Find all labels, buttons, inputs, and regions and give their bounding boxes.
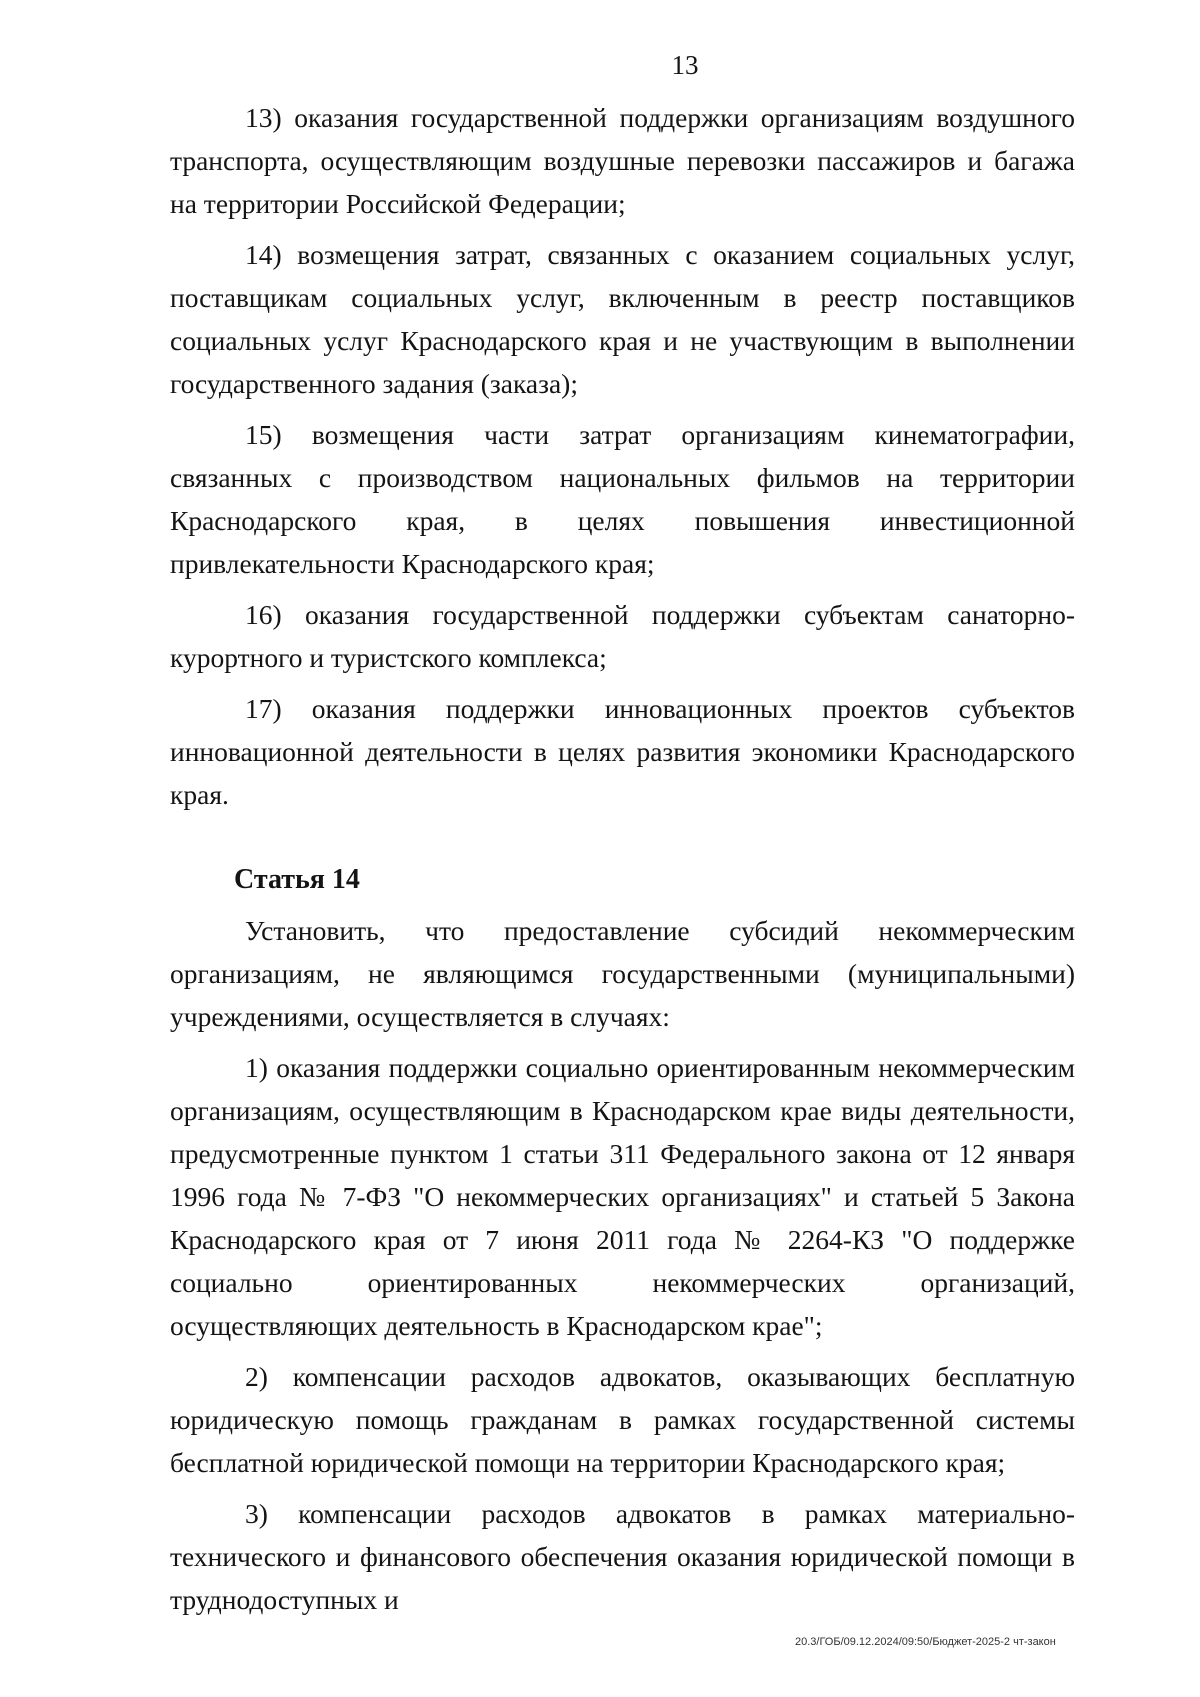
footer-document-code: 20.3/ГОБ/09.12.2024/09:50/Бюджет-2025-2 чт-закон (795, 1636, 1056, 1648)
page-number: 13 (671, 50, 699, 80)
list-item-17: 17) оказания поддержки инновационных проектов субъектов инновационной деятельности в целях развития экономики Краснодарского края. (170, 693, 1075, 810)
article-item-3: 3) компенсации расходов адвокатов в рамках материально-технического и финансового обеспечения оказания юридической помощи в труднодоступных и (170, 1498, 1075, 1615)
list-item-15: 15) возмещения части затрат организациям кинематографии, связанных с производством национальных фильмов на территории Краснодарского края, в целях повышения инвестиционной привлекательности Краснодарского края; (170, 419, 1075, 579)
article-heading: Статья 14 (234, 864, 360, 895)
article-item-1: 1) оказания поддержки социально ориентированным некоммерческим организациям, осуществляющим в Краснодарском крае виды деятельности, предусмотренные пунктом 1 статьи 311 Федерального закона от 12 января 1996 года № 7-ФЗ "О некоммерческих организациях" и статьей 5 Закона Краснодарского края от 7 июня 2011 года № 2264-КЗ "О поддержке социально ориентированных некоммерческих организаций, осуществляющих деятельность в Краснодарском крае"; (170, 1052, 1075, 1341)
list-item-13: 13) оказания государственной поддержки организациям воздушного транспорта, осуществляющим воздушные перевозки пассажиров и багажа на территории Российской Федерации; (170, 102, 1075, 219)
article-item-2: 2) компенсации расходов адвокатов, оказывающих бесплатную юридическую помощь гражданам в рамках государственной системы бесплатной юридической помощи на территории Краснодарского края; (170, 1361, 1075, 1478)
list-item-16: 16) оказания государственной поддержки субъектам санаторно-курортного и туристского комплекса; (170, 599, 1075, 673)
document-body (170, 96, 1075, 1629)
article-intro: Установить, что предоставление субсидий некоммерческим организациям, не являющимся государственными (муниципальными) учреждениями, осуществляется в случаях: (170, 915, 1075, 1032)
list-item-14: 14) возмещения затрат, связанных с оказанием социальных услуг, поставщикам социальных услуг, включенным в реестр поставщиков социальных услуг Краснодарского края и не участвующим в выполнении государственного задания (заказа); (170, 239, 1075, 399)
